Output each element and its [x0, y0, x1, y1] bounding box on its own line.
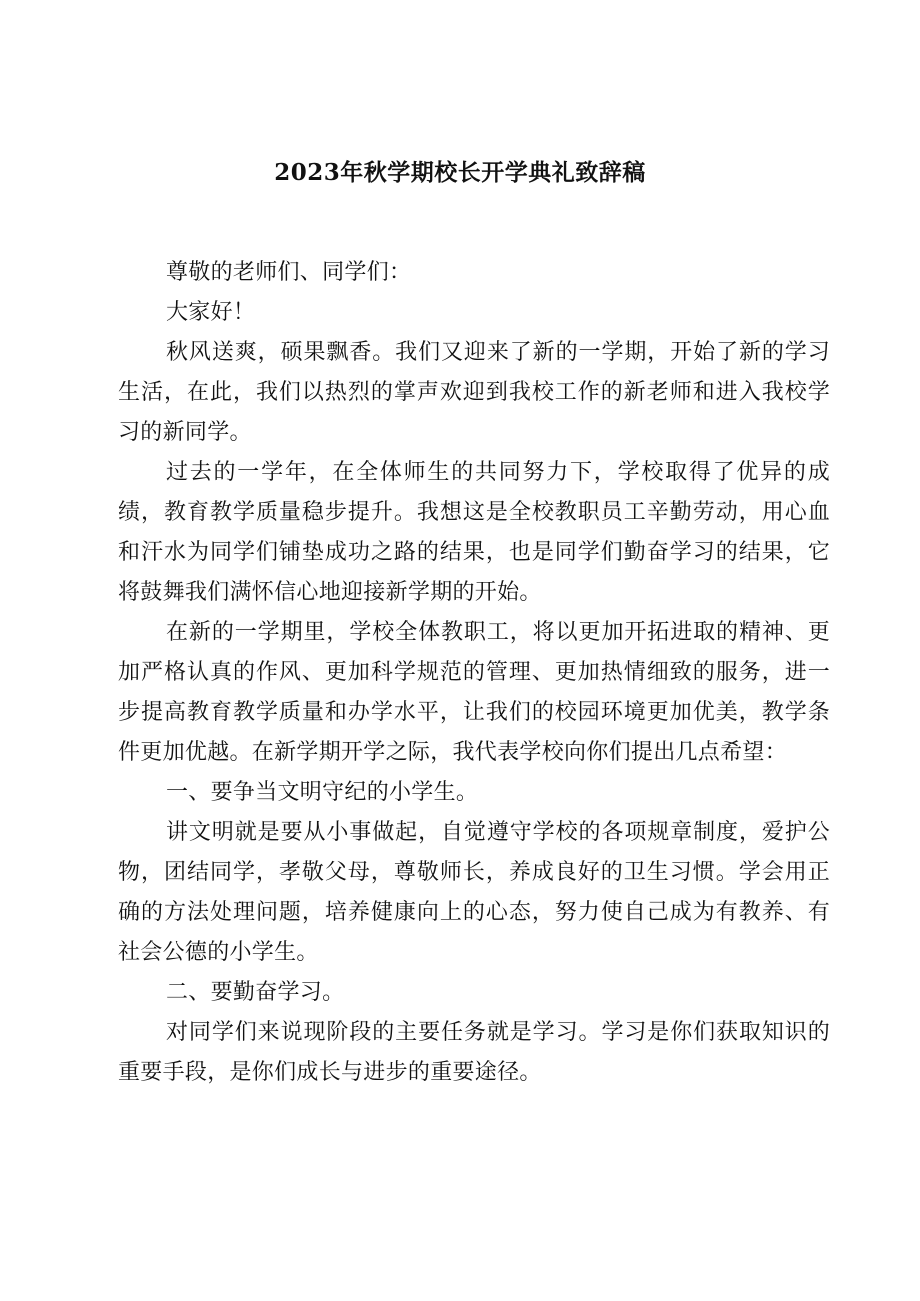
- section-heading: 一、要争当文明守纪的小学生。: [166, 780, 479, 805]
- body-paragraph: 过去的一学年，在全体师生的共同努力下，学校取得了优异的成绩，教育教学质量稳步提升。我想这是全校教职员工辛勤劳动，用心血和汗水为同学们铺垫成功之路的结果，也是同学们勤奋学习的结果，它将鼓舞我们满怀信心地迎接新学期的开始。: [118, 460, 830, 605]
- body-paragraph: 对同学们来说现阶段的主要任务就是学习。学习是你们获取知识的重要手段，是你们成长与进步的重要途径。: [118, 1020, 830, 1085]
- document-title: 2023年秋学期校长开学典礼致辞稿: [274, 159, 646, 186]
- salutation-paragraph: 尊敬的老师们、同学们：: [166, 260, 412, 285]
- greeting-paragraph: 大家好！: [166, 300, 256, 325]
- section-heading: 二、要勤奋学习。: [166, 980, 345, 1005]
- body-paragraph: 秋风送爽，硕果飘香。我们又迎来了新的一学期，开始了新的学习生活，在此，我们以热烈的掌声欢迎到我校工作的新老师和进入我校学习的新同学。: [118, 340, 830, 445]
- document-body: [118, 253, 830, 1093]
- body-paragraph: 在新的一学期里，学校全体教职工，将以更加开拓进取的精神、更加严格认真的作风、更加科学规范的管理、更加热情细致的服务，进一步提高教育教学质量和办学水平，让我们的校园环境更加优美，教学条件更加优越。在新学期开学之际，我代表学校向你们提出几点希望：: [118, 620, 830, 765]
- body-paragraph: 讲文明就是要从小事做起，自觉遵守学校的各项规章制度，爱护公物，团结同学，孝敬父母，尊敬师长，养成良好的卫生习惯。学会用正确的方法处理问题，培养健康向上的心态，努力使自己成为有教养、有社会公德的小学生。: [118, 820, 830, 965]
